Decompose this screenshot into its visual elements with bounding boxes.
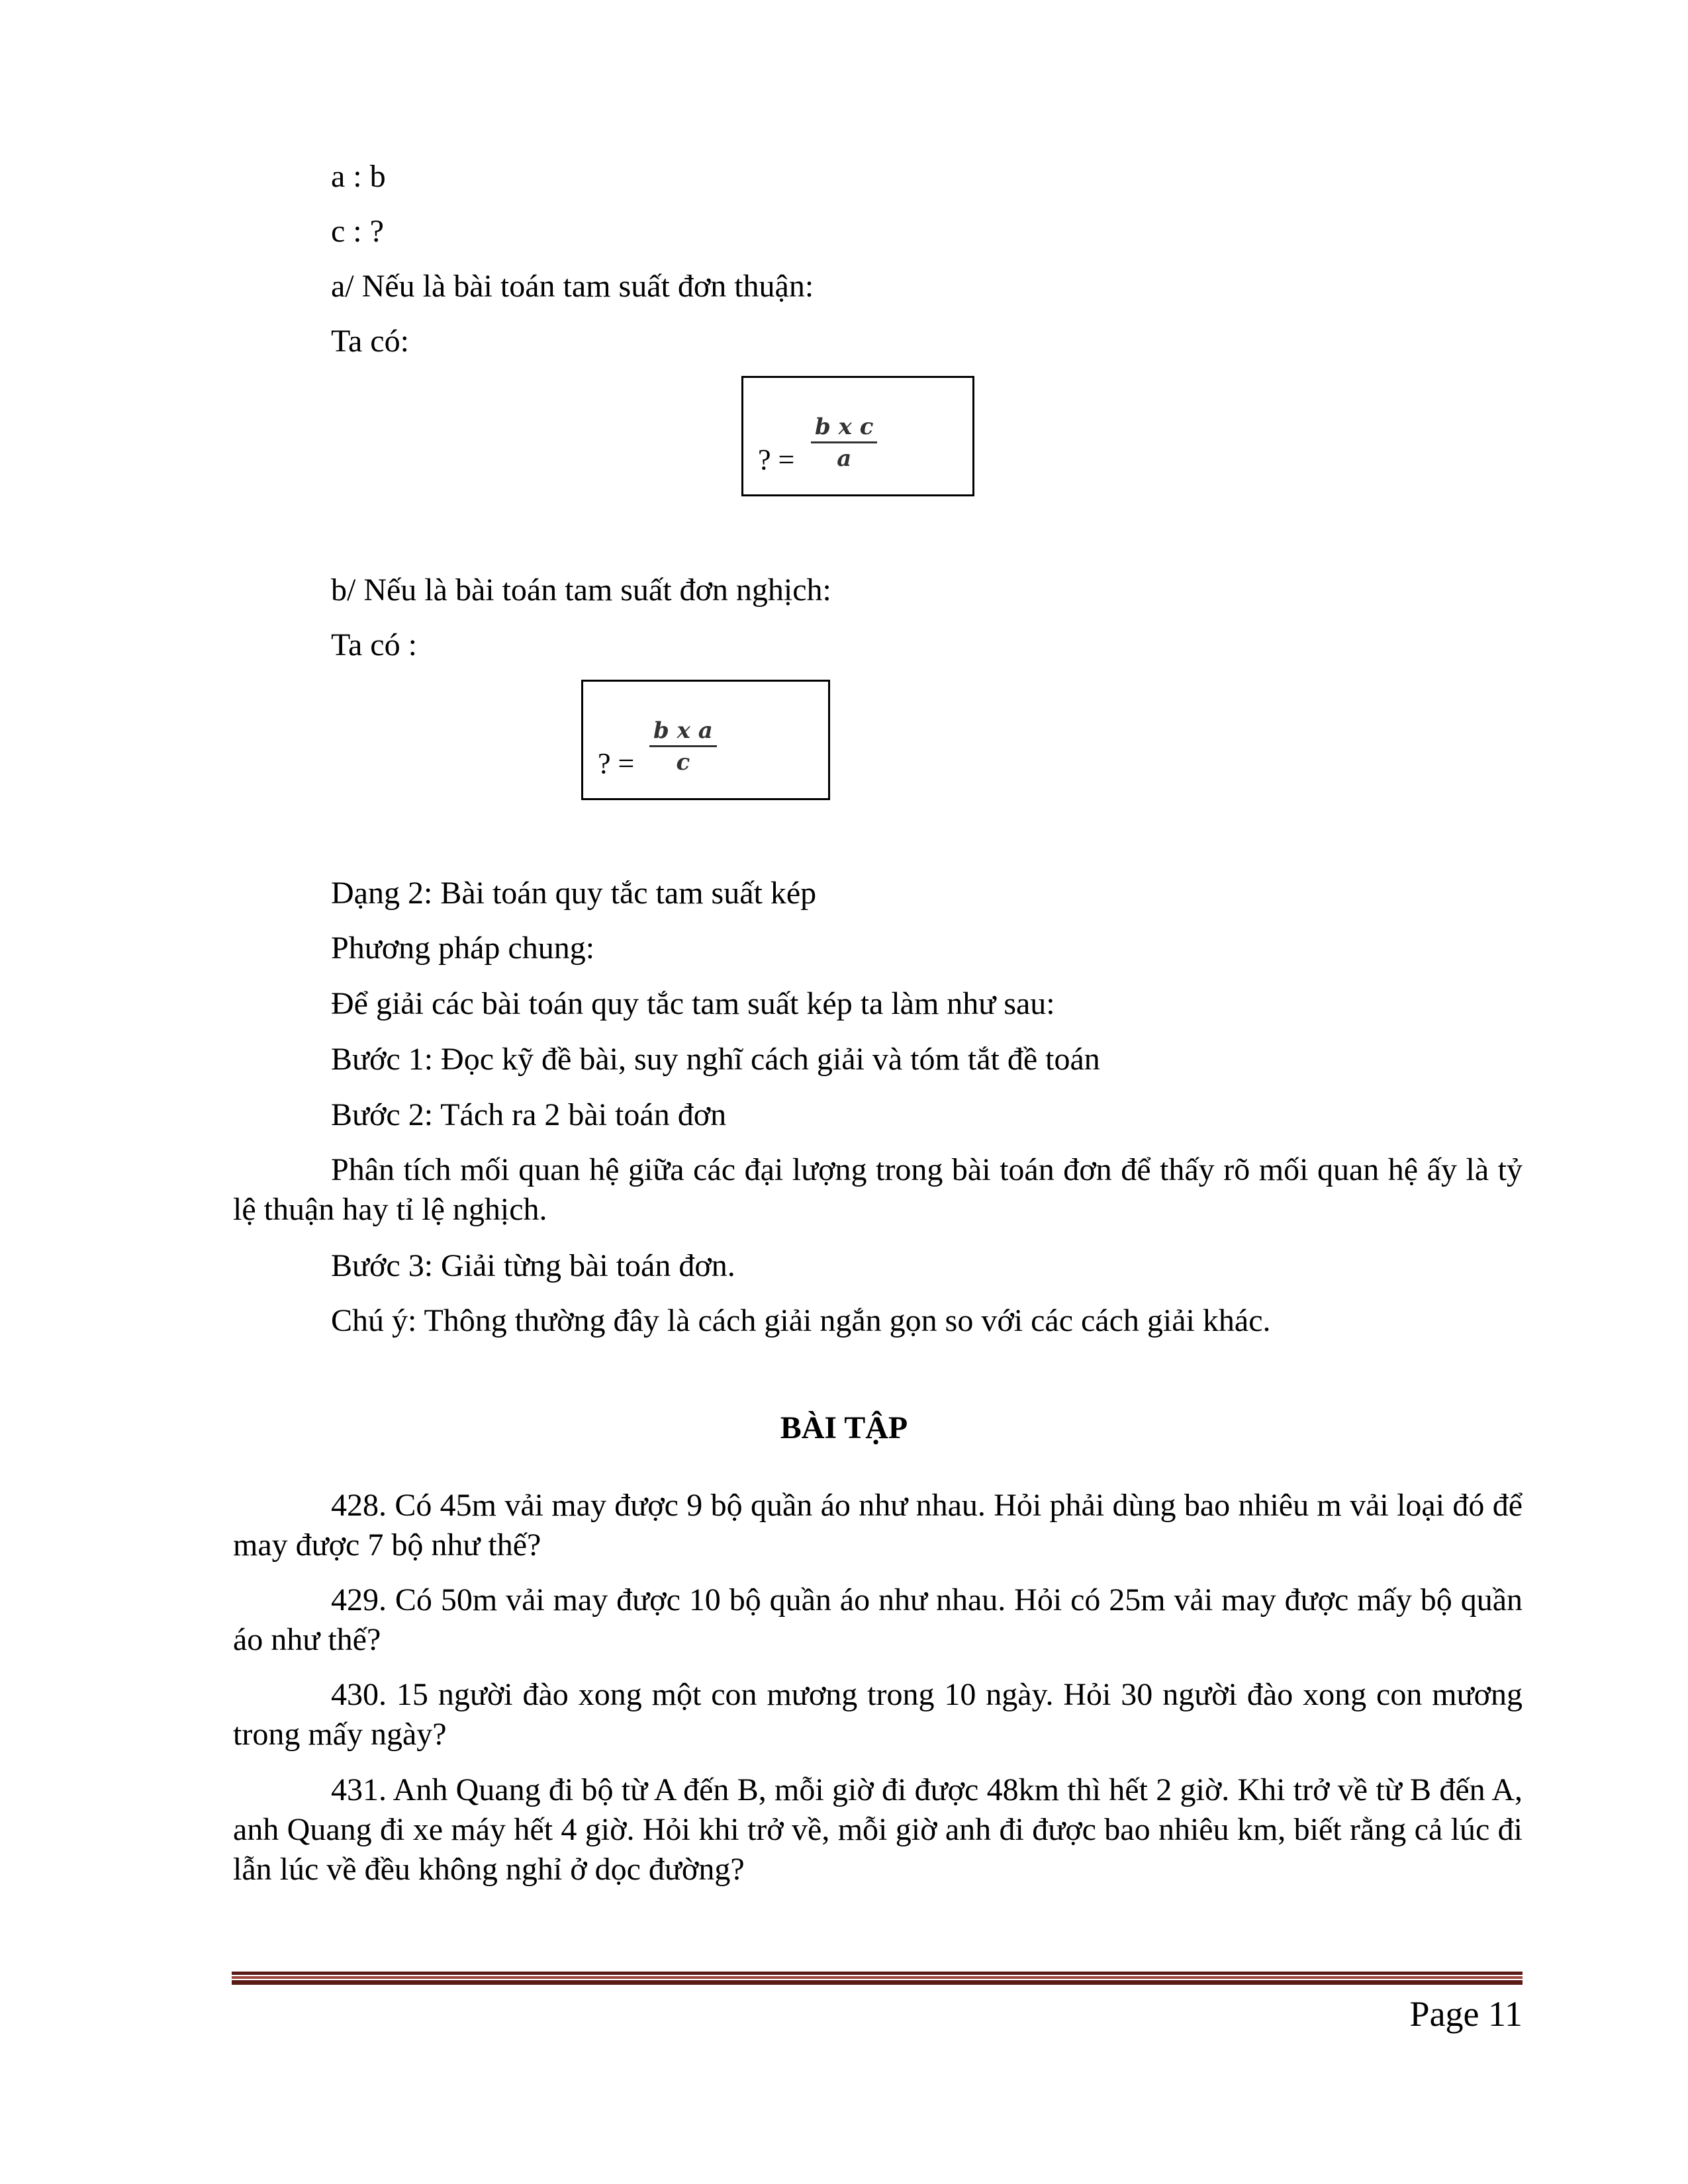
formula-inverse-denominator: c [676, 749, 690, 776]
page-number: Page 11 [1409, 1994, 1523, 2034]
dang2-title: Dạng 2: Bài toán quy tắc tam suất kép [331, 876, 817, 911]
case-b-taco: Ta có : [331, 627, 417, 662]
exercise-429: 429. Có 50m vải may được 10 bộ quần áo như nhau. Hỏi có 25m vải may được mấy bộ quần áo như thế? [233, 1582, 1523, 1657]
footer-rule-mid [232, 1976, 1523, 1979]
formula-box-direct [741, 376, 974, 496]
step-2: Bước 2: Tách ra 2 bài toán đơn [331, 1097, 727, 1132]
formula-direct-prefix: ? = [758, 443, 795, 476]
formula-inverse-prefix: ? = [598, 747, 635, 780]
formula-inverse-fraction [649, 716, 717, 778]
ratio-line-ab: a : b [331, 159, 386, 194]
analysis-paragraph: Phân tích mối quan hệ giữa các đại lượng trong bài toán đơn để thấy rõ mối quan hệ ấy là tỷ lệ thuận hay tỉ lệ nghịch. [233, 1152, 1523, 1227]
case-a-taco: Ta có: [331, 324, 409, 359]
case-a-title: a/ Nếu là bài toán tam suất đơn thuận: [331, 269, 814, 304]
method-intro: Để giải các bài toán quy tắc tam suất kép ta làm như sau: [331, 986, 1055, 1021]
formula-direct-denominator: a [837, 445, 852, 472]
footer-rule-top [232, 1972, 1523, 1975]
formula-inverse-numerator: b x a [653, 717, 713, 744]
method-title: Phương pháp chung: [331, 931, 595, 966]
note-line: Chú ý: Thông thường đây là cách giải ngắn gọn so với các cách giải khác. [331, 1303, 1271, 1338]
footer-rule-bottom [232, 1980, 1523, 1985]
formula-direct-fraction [811, 412, 877, 474]
formula-direct-numerator: b x c [815, 414, 874, 440]
case-b-title: b/ Nếu là bài toán tam suất đơn nghịch: [331, 572, 831, 608]
exercise-428: 428. Có 45m vải may được 9 bộ quần áo như nhau. Hỏi phải dùng bao nhiêu m vải loại đó để may được 7 bộ như thế? [233, 1488, 1523, 1563]
exercises-heading: BÀI TẬP [780, 1410, 908, 1445]
ratio-line-cq: c : ? [331, 214, 384, 249]
exercise-431: 431. Anh Quang đi bộ từ A đến B, mỗi giờ đi được 48km thì hết 2 giờ. Khi trở về từ B đến A, anh Quang đi xe máy hết 4 giờ. Hỏi khi trở về, mỗi giờ anh đi được bao nhiêu km, biết rằng cả lúc đi lẫn lúc về đều không nghỉ ở dọc đường? [233, 1772, 1523, 1887]
formula-box-inverse [581, 680, 830, 800]
step-3: Bước 3: Giải từng bài toán đơn. [331, 1248, 735, 1283]
exercise-430: 430. 15 người đào xong một con mương trong 10 ngày. Hỏi 30 người đào xong con mương trong mấy ngày? [233, 1677, 1523, 1752]
step-1: Bước 1: Đọc kỹ đề bài, suy nghĩ cách giải và tóm tắt đề toán [331, 1042, 1100, 1077]
